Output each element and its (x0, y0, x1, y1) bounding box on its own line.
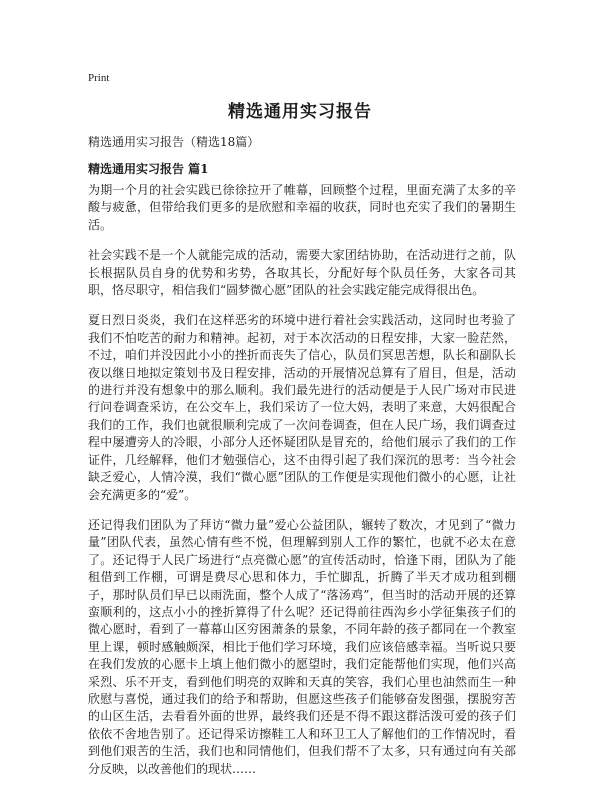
paragraph-1: 为期一个月的社会实践已徐徐拉开了帷幕，回顾整个过程，里面充满了太多的辛酸与疲惫，但带给我们更多的是欣慰和幸福的收获，同时也充实了我们的暑期生活。 (88, 183, 516, 232)
document-subtitle: 精选通用实习报告（精选18篇） (88, 135, 260, 149)
section-heading: 精选通用实习报告 篇1 (88, 162, 209, 176)
paragraph-4: 还记得我们团队为了拜访“微力量”爱心公益团队，辗转了数次，才见到了“微力量”团队代表，虽然心情有些不悦，但理解到别人工作的繁忙，也就不必太在意了。还记得于人民广场进行“点亮微心愿”的宣传活动时，恰逢下雨，团队为了能租借到工作棚，可谓是费尽心思和体力，手忙脚乱，折腾了半天才成功租到棚子，那时队员们早已以雨洗面，整个人成了“落汤鸡”，但当时的活动开展的还算蛮顺利的，这点小小的挫折算得了什么呢？还记得前往西沟乡小学征集孩子们的微心愿时，看到了一幕幕山区穷困萧条的景象，不同年龄的孩子都同在一个教室里上课，顿时感触颇深，相比于他们学习环境，我们应该倍感幸福。当听说只要在我们发放的心愿卡上填上他们微小的愿望时，我们定能帮他们实现，他们兴高采烈、乐不开支，看到他们明亮的双眸和天真的笑容，我们心里也油然而生一种欣慰与喜悦，通过我们的给予和帮助，但愿这些孩子们能够奋发图强，摆脱穷苦的山区生活，去看看外面的世界，最终我们还是不得不跟这群活泼可爱的孩子们依依不舍地告别了。还记得采访擦鞋工人和环卫工人了解他们的工作情况时，看到他们艰苦的生活，我们也和同情他们，但我们帮不了太多，只有通过向有关部分反映，以改善他们的现状…… (88, 517, 516, 776)
page-title: 精选通用实习报告 (228, 102, 372, 122)
print-label[interactable]: Print (88, 72, 110, 84)
paragraph-2: 社会实践不是一个人就能完成的活动，需要大家团结协助，在活动进行之前，队长根据队员自身的优势和劣势，各取其长，分配好每个队员任务，大家各司其职，恪尽职守，相信我们“圆梦微心愿”团队的社会实践定能完成得很出色。 (88, 248, 516, 298)
paragraph-3: 夏日烈日炎炎，我们在这样恶劣的环境中进行着社会实践活动，这同时也考验了我们不怕吃苦的耐力和精神。起初，对于本次活动的日程安排，大家一脸茫然，不过，咱们并没因此小小的挫折而丧失了信心，队员们冥思苦想，队长和副队长夜以继日地拟定策划书及日程安排，活动的开展情况总算有了眉目，但是，活动的进行并没有想象中的那么顺利。我们最先进行的活动便是于人民广场对市民进行问卷调查采访，在公交车上，我们采访了一位大妈，表明了来意，大妈很配合我们的工作，我们也就很顺利完成了一次问卷调查，但在人民广场，我们调查过程中屡遭旁人的冷眼，小部分人还怀疑团队是冒充的，给他们展示了我们的工作证件，几经解释，他们才勉强信心，这不由得引起了我们深沉的思考：当今社会缺乏爱心，人情冷漠，我们“微心愿”团队的工作便是实现他们微小的心愿，让社会充满更多的“爱”。 (88, 313, 516, 502)
article-body (88, 182, 516, 791)
